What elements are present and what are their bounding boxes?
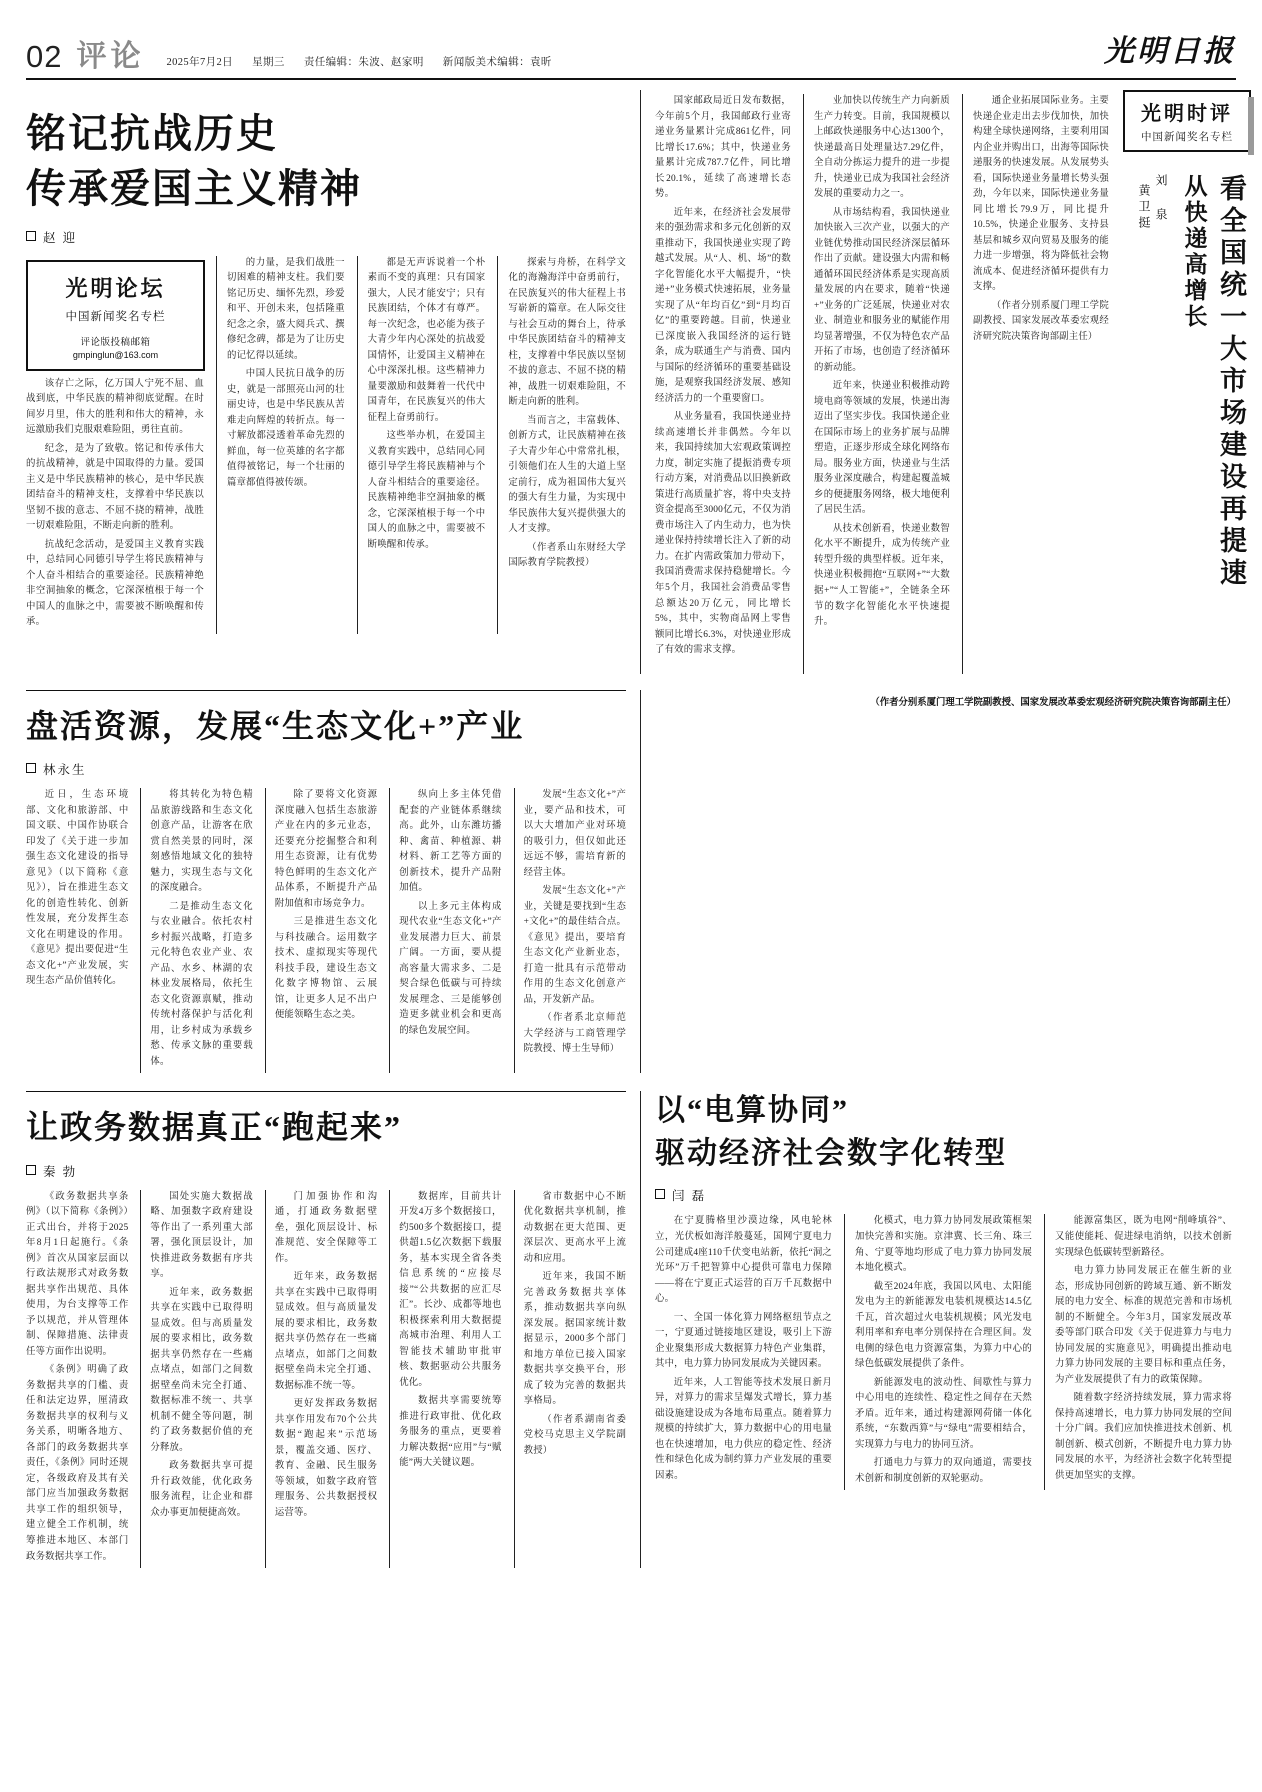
article1-col-2: 都是无声诉说着一个朴素而不变的真理：只有国家强大，人民才能安宁；只有民族团结，个体才有尊严。每一次纪念，也必能为孩子大青少年内心深处的抗战爱国情怀，让爱国主义精神在心中深深扎根。这些精神力量要激励和鼓舞着一代代中国青年，在民族复兴的伟大征程上奋勇前行。 这些举办机，在爱国主义教育实践中，总结同心同德引导学生将民族精神与个人奋斗相结合的重要途径。民族精神绝非空洞抽象的概念，它深深植根于每一个中国人的血脉之中，需要被不断唤醒和传承。 (357, 256, 486, 634)
byline-marker-icon (26, 231, 36, 241)
article3-col-0: 《政务数据共享条例》（以下简称《条例》）正式出台，并将于2025年8月1日起施行。《条例》首次从国家层面以行政法规形式对政务数据共享作出规范、具体使用，为台支撑等工作予以规范，并从管理体制、保障措施、法律责任等方面作出说明。 《条例》明确了政务数据共享的门槛、责任和法定边界，厘清政务数据共享的权利与义务关系，明晰各地方、各部门的政务数据共享责任，《条例》同时还规定，各级政府及其有关部门应当加强政务数据共享工作的组织领导，建立健全工作机制，统筹推进本地区、本部门政务数据共享工作。 (26, 1191, 129, 1562)
badge-shadow (1248, 97, 1254, 155)
article-diansuan (640, 1091, 1236, 1568)
page-content (26, 90, 1246, 1568)
article1-col-3: 探索与舟桥，在科学文化的海瀚海洋中奋勇前行，在民族复兴的伟大征程上书写崭新的篇章。在人际交往与社会互动的舞台上，待承中华民族团结奋斗的精神支柱，支撑着中华民族以坚韧不拔的意志、不屈不挠的精神，战胜一切艰难险阻，不断走向新的胜利。 当而言之，丰富载体、创新方式，让民族精神在孩子大青少年心中常常扎根，引领他们在人生的大道上坚定前行，成为祖国伟大复兴的强大有生力量，为实现中华民族伟大复兴提供强大的人才支撑。 （作者系山东财经大学国际教育学院教授） (497, 256, 626, 634)
divider-2 (26, 1091, 626, 1092)
byline-marker-icon (655, 1189, 665, 1199)
article2-columns (26, 788, 626, 1073)
article4-col-0: 国家邮政局近日发布数据，今年前5个月，我国邮政行业寄递业务量累计完成861亿件，同比增长17.6%；其中，快递业务量累计完成787.7亿件，同比增长20.1%，延续了高速增长态势。 近年来，在经济社会发展带来的强劲需求和多元化创新的双重推动下，我国快递业实现了跨越式发展。从“人、机、场”的数字化智能化水平大幅提升，“快递+”业务模式快速拓展，业务量实现了从“年均百亿”到“月均百亿”的重要跨越。目前，快递业已深度嵌入我国经济的运行链条，成为联通生产与消费、国内与国际的经济循环的重要基础设施，是观察我国经济发展、感知经济活力的一个重要窗口。 从业务量看，我国快递业持续高速增长并非偶然。今年以来，我国持续加大宏观政策调控力度，制定实施了提振消费专项行动方案，对消费品以旧换新政策进行高质量扩容，将中央支持资金提高至3000亿元，不仅为消费市场注入了内生动力，也为快递业保持持续增长注入了新的动力。在扩内需政策加力带动下，我国消费需求保持稳健增长。今年5个月，我国社会消费品零售总额达20万亿元，同比增长5%，其中，实物商品网上零售额同比增长6.3%，对快递业形成了有效的需求支撑。 (655, 96, 791, 656)
article1-byline (26, 228, 626, 246)
article1-col-0: 该存亡之际，亿万国人宁死不屈、血战到底，中华民族的精神彻底觉醒。在时间岁月里，伟大的胜利和伟大的精神，永远激励我们克服艰难险阻，勇往直前。 纪念，是为了致敬。铭记和传承伟大的抗战精神，就是中国取得的力量。爱国主义是中华民族精神的核心，是中华民族团结奋斗的精神支柱，支撑着中华民族以坚韧不拔的意志、不屈不挠的精神，战胜一切艰难险阻，不断走向新的胜利。 抗战纪念活动，是爱国主义教育实践中，总结同心同德引导学生将民族精神与个人奋斗相结合的重要途径。民族精神绝非空洞抽象的概念，它深深植根于每一个中国人的血脉之中，需要被不断唤醒和传承。 (26, 378, 204, 628)
article2-col-2: 除了要将文化资源深度融入包括生态旅游产业在内的多元业态，还要充分挖掘整合和利用生态资源，让有优势特色鲜明的生态文化产品体系，不断提升产品附加值和市场竞争力。 三是推进生态文化与科技融合。运用数字技术、虚拟现实等现代科技手段，建设生态文化数字博物馆、云展馆，让更多人足不出户便能领略生态之美。 (265, 788, 377, 1073)
article3-author: 秦 勃 (43, 1164, 78, 1179)
gmsp-subtitle: 中国新闻奖名专栏 (1141, 132, 1233, 143)
article4-subtitle: 从快递高增长 (1181, 174, 1207, 330)
article4-vertical-wrap (1136, 174, 1251, 674)
article3-headline: 让政务数据真正“跑起来” (26, 1109, 403, 1146)
article-shengtai (26, 690, 640, 1073)
article1-headline-line2: 传承爱国主义精神 (26, 165, 362, 211)
article2-author: 林永生 (43, 763, 87, 778)
article4-col-2: 通企业拓展国际业务。主要快递企业走出去步伐加快，加快构建全球快递网络，主要利用国内企业并购出口，出海等国际快递服务的快速发展。从发展势头看，国际快递业务量增长势头强劲，今年以来，国际快递业务量同比增长79.9万，同比提升10.5%，快递企业服务、支持县基层和城乡双向贸易及服务的能力进一步增强，将为降低社会物流成本、促进经济循环提供有力支撑。 （作者分别系厦门理工学院副教授、国家发展改革委宏观经济研究院决策咨询部副主任） (962, 94, 1109, 674)
article-zhengwu (26, 1091, 640, 1568)
gmsp-badge (1123, 90, 1251, 152)
newspaper-brand: 光明日报 (1104, 35, 1236, 68)
masthead-meta (166, 58, 567, 73)
divider-1 (26, 690, 626, 691)
article2-headline: 盘活资源，发展“生态文化+”产业 (26, 708, 525, 744)
article5-byline (655, 1186, 1236, 1204)
article3-col-2: 门加强协作和沟通，打通政务数据壁垒，强化顶层设计、标准规范、安全保障等工作。 近年来，政务数据共享在实践中已取得明显成效。但与高质量发展的要求相比，政务数据共享仍然存在一些痛点堵点，如部门之间数据壁垒尚未完全打通、数据标准不统一等。 更好发挥政务数据共享作用发布70个公共数据“跑起来”示范场景，覆盖交通、医疗、教育、金融、民生服务等领域，如数字政府管理服务、公共数据授权运营等。 (265, 1190, 377, 1568)
gmlt-subtitle: 中国新闻奖名专栏 (65, 310, 166, 323)
article5-headline-line1: 以“电算协同” (655, 1094, 849, 1128)
byline-marker-icon (26, 763, 36, 773)
article5-columns (655, 1214, 1236, 1490)
article-mingji (26, 90, 640, 674)
middle-area (26, 690, 1236, 1073)
article5-col-0: 在宁夏腾格里沙漠边缘，风电轮林立，光伏板如海洋般蔓延，国网宁夏电力公司建成4座110千伏变电站新，依托“洞之光环”万千把智算中心提供可靠电力保障——将在宁夏正式运营的百万千瓦数据中心。 一、全国一体化算力网络枢纽节点之一，宁夏通过链接地区建设，吸引上下游企业聚集形成大数据算力特色产业集群，其中，电力算力协同发展成为关键因素。 近年来，人工智能等技术发展日新月异，对算力的需求呈爆发式增长，算力基础设施建设成为各地布局重点。随着算力规模的持续扩大，算力数据中心的用电量也在快速增加，电力供应的稳定性、经济性和绿色化成为制约算力产业发展的重要因素。 (655, 1216, 832, 1481)
article1-headline-line1: 铭记抗战历史 (26, 111, 278, 156)
gmsp-title: 光明时评 (1141, 103, 1233, 125)
gmlt-email: gmpinglun@163.com (72, 349, 159, 360)
article4-credit-area (640, 690, 1236, 1073)
article3-columns (26, 1190, 626, 1568)
article4-author-1: 刘 泉 (1154, 174, 1168, 224)
article3-col-4: 省市数据中心不断优化数据共享机制，推动数据在更大范围、更深层次、更高水平上流动和应用。 近年来，我国不断完善政务数据共享体系，推动数据共享向纵深发展。据国家统计数据显示，2000多个部门和地方单位已接入国家数据共享交换平台，形成了较为完善的数据共享格局。 （作者系湖南省委党校马克思主义学院副教授） (514, 1190, 626, 1568)
article1-author: 赵 迎 (43, 230, 78, 245)
article2-col-1: 将其转化为特色精品旅游线路和生态文化创意产品，让游客在欣赏自然美景的同时，深刻感悟地域文化的独特魅力，实现生态与文化的深度融合。 二是推动生态文化与农业融合。依托农村乡村振兴战略，打造多元化特色农业产业、农产品、水乡、林湖的农林业发展格局，依托生态文化资源禀赋，推动传统村落保护与活化利用，让乡村成为承载乡愁、传承文脉的重要载体。 (140, 788, 252, 1073)
responsible-editor: 责任编辑：朱波、赵家明 (303, 56, 424, 68)
byline-marker-icon (26, 1165, 36, 1175)
article2-col-4: 发展“生态文化+”产业，要产品和技术，可以大大增加产业对环境的吸引力，但仅如此还远远不够，需培育新的经营主体。 发展“生态文化+”产业，关键是要找到“生态+文化+”的最佳结合点。《意见》提出，要培育生态文化产业新业态，打造一批具有示范带动作用的生态文化创意产品，开发新产品。 （作者系北京师范大学经济与工商管理学院教授、博士生导师） (514, 788, 626, 1073)
article-kuaidi (640, 90, 1251, 674)
article2-byline (26, 760, 626, 778)
article3-byline (26, 1162, 626, 1180)
weekday: 星期三 (252, 56, 285, 68)
article5-col-1: 化模式，电力算力协同发展政策框架加快完善和实施。京津冀、长三角、珠三角、宁夏等地均形成了电力算力协同发展本地化模式。 截至2024年底，我国以风电、太阳能发电为主的新能源发电装机规模达14.5亿千瓦，首次超过火电装机规模；风光发电利用率和弃电率分别保持在合理区间。发电侧的绿色电力资源富集，为算力中心的绿色低碳发展提供了条件。 新能源发电的波动性、间歇性与算力中心用电的连续性、稳定性之间存在天然矛盾。近年来，通过构建源网荷储一体化系统，“东数西算”与“绿电”需要相结合，实现算力与电力的协同互济。 打通电力与算力的双向通道，需要技术创新和制度创新的双轮驱动。 (844, 1214, 1032, 1490)
article2-col-0: 近日，生态环境部、文化和旅游部、中国文联、中国作协联合印发了《关于进一步加强生态文化建设的指导意见》（以下简称《意见》），旨在推进生态文化的创造性转化、创新性发展，充分发挥生态文化在明建设的作用。《意见》提出要促进“生态文化+”产业发展，实现生态产品价值转化。 (26, 790, 129, 987)
bottom-area (26, 1091, 1236, 1568)
section-name: 评论 (76, 40, 145, 73)
article3-col-3: 数据库，目前共计开发4万多个数据接口，约500多个数据接口，提供超1.5亿次数据下载服务，基本实现全省各类信息系统的“应接尽接”“公共数据的应汇尽汇”。长沙、成都等地也积极探索利用大数据提高城市治理、利用人工智能技术辅助审批审核、数据驱动公共服务优化。 数据共享需要统筹推进行政审批、优化政务服务的重点，更要着力解决数据“应用”与“赋能”两大关键议题。 (389, 1190, 501, 1568)
article4-author-2: 黄卫挺 (1137, 184, 1151, 232)
gmlt-title: 光明论坛 (65, 275, 166, 301)
article4-col-1: 业加快以传统生产力向新质生产力转变。目前，我国规模以上邮政快递服务中心达1300个，快递最高日处理量达7.29亿件，全自动分拣运力提升的进一步提升，快递业已成为我国社会经济发展的重要动力之一。 从市场结构看，我国快递业加快嵌入三次产业，以强大的产业链优势推动国民经济深层循环作出了贡献。建设强大内需和畅通循环国民经济体系是实现高质量发展的内在要求，随着“快递+”业务的广泛延展，快递业对农业、制造业和服务业的赋能作用均显著增强，不仅为特色农产品开拓了市场，也创造了经济循环的新动能。 近年来，快递业积极推动跨境电商等领域的发展，快递出海迈出了坚实步伐。我国快递企业在国际市场上的业务扩展与品牌塑造，正逐步形成全球化网络布局。服务业方面，快递业与生活服务业深度融合，构建起覆盖城乡的便捷服务网络，极大地便利了居民生活。 从技术创新看，快递业数智化水平不断提升，成为传统产业转型升级的典型样板。近年来，快递业积极拥抱“互联网+”“大数据+”“人工智能+”，全链条全环节的数字化智能化水平快速提升。 (803, 94, 950, 674)
article4-title-block (1109, 90, 1251, 674)
art-editor: 新闻版美术编辑：袁昕 (442, 56, 552, 68)
page-number: 02 (26, 39, 63, 74)
publish-date: 2025年7月2日 (166, 56, 234, 68)
article5-col-2: 能源富集区，既为电网“削峰填谷”、又能使能耗、促进绿电消纳，以技术创新实现绿色低碳转型新路径。 电力算力协同发展正在催生新的业态，形成协同创新的跨域互通、新不断发展的电力安全、标准的规范完善和市场机制的不断健全。今年3月，国家发展改革委等部门联合印发《关于促进算力与电力协同发展的实施意见》，明确提出推动电力算力协同发展的主要目标和重点任务，为产业发展提供了有力的政策保障。 随着数字经济持续发展，算力需求将保持高速增长，电力算力协同发展的空间十分广阔。我们应加快推进技术创新、机制创新、模式创新，不断提升电力算力协同发展的水平，为经济社会数字化转型提供更加坚实的支撑。 (1044, 1214, 1232, 1490)
article4-headline: 看全国统一大市场建设再提速 (1216, 174, 1246, 590)
article4-credit: （作者分别系厦门理工学院副教授、国家发展改革委宏观经济研究院决策咨询部副主任） (870, 698, 1236, 708)
gmlt-logo-box (26, 260, 205, 371)
article4-columns (655, 90, 1109, 674)
article2-col-3: 纵向上多主体凭借配套的产业链体系继续高。此外，山东潍坊播种、禽苗、种植源、耕材料、新工艺等方面的创新技术，提升产品附加值。 以上多元主体构成现代农业“生态文化+”产业发展潜力巨大、前景广阔。一方面，要从提高容量大需求多、二是契合绿色低碳与可持续发展理念、三是能够创造更多就业机会和更高的绿色发展空间。 (389, 788, 501, 1073)
article1-columns (26, 256, 626, 634)
article5-author: 闫 磊 (672, 1189, 707, 1204)
top-area (26, 90, 1246, 674)
article4-byline (1136, 174, 1170, 674)
gmlt-note: 评论版投稿邮箱 (80, 337, 151, 348)
article1-col-1: 的力量，是我们战胜一切困难的精神支柱。我们要铭记历史、缅怀先烈，珍爱和平、开创未来，包括隆重纪念之余，盛大阅兵式、撰修纪念碑，都是为了让历史的记忆得以延续。 中国人民抗日战争的历史，就是一部照亮山河的壮丽史诗，也是中华民族从苦难走向辉煌的转折点。每一寸解放都浸透着革命先烈的鲜血，每一位英雄的名字都值得被铭记，每一个壮丽的篇章都值得被传颂。 (216, 256, 345, 634)
masthead (26, 0, 1236, 80)
article5-headline-line2: 驱动经济社会数字化转型 (655, 1136, 1007, 1170)
article1-col-0-wrap (26, 256, 204, 634)
article3-col-1: 国处实施大数据战略、加强数字政府建设等作出了一系列重大部署，强化顶层设计，加快推进政务数据有序共享。 近年来，政务数据共享在实践中已取得明显成效。但与高质量发展的要求相比，政务数据共享仍然存在一些痛点堵点，如部门之间数据壁垒尚未完全打通、数据标准不统一、共享机制不健全等问题，制约了政务数据价值的充分释放。 政务数据共享可提升行政效能，优化政务服务流程，让企业和群众办事更加便捷高效。 (140, 1190, 252, 1568)
